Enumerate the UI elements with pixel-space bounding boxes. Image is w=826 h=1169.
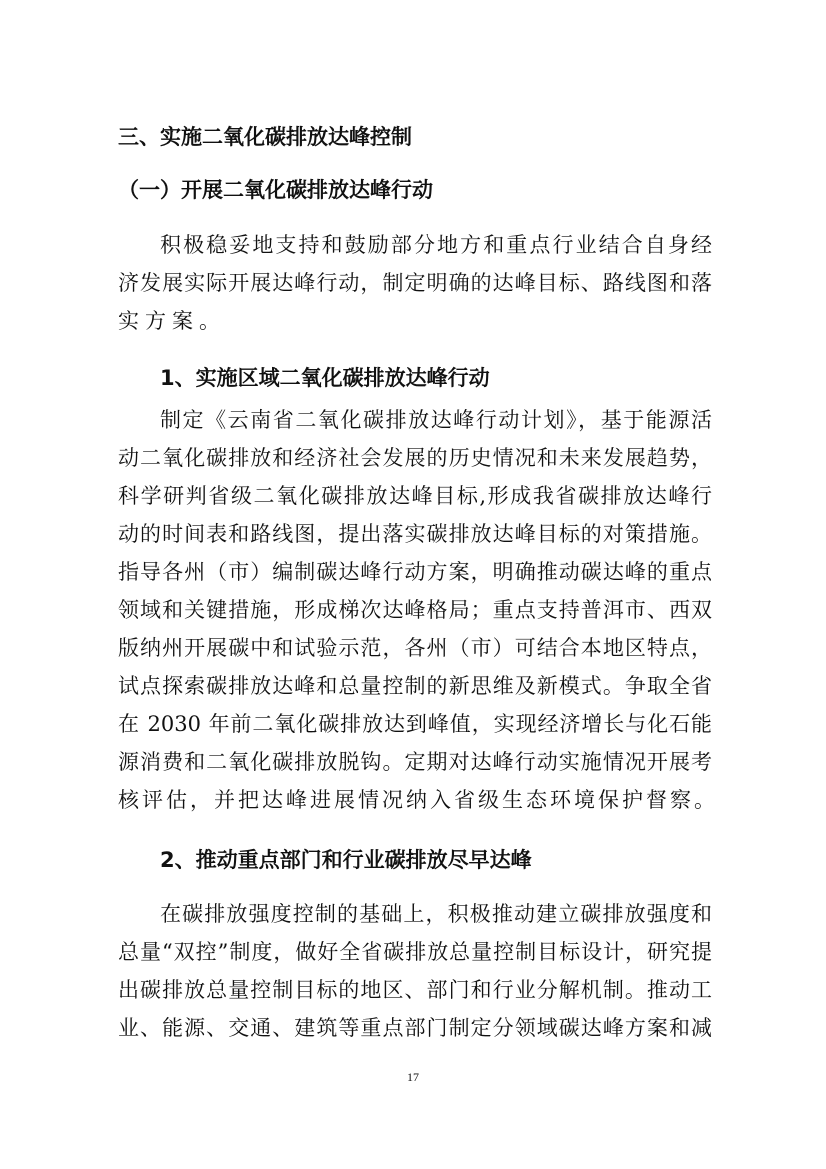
paragraph-line: 核评估，并把达峰进展情况纳入省级生态环境保护督察。: [118, 788, 718, 812]
section-title: 三、实施二氧化碳排放达峰控制: [118, 125, 412, 149]
paragraph-line: 在碳排放强度控制的基础上，积极推动建立碳排放强度和: [160, 902, 712, 926]
paragraph-line: 版纳州开展碳中和试验示范，各州（市）可结合本地区特点，: [118, 636, 712, 660]
paragraph-line: 总量“双控”制度，做好全省碳排放总量控制目标设计，研究提: [118, 940, 712, 964]
paragraph-line: 济发展实际开展达峰行动，制定明确的达峰目标、路线图和落: [118, 271, 712, 295]
heading-1: 1、实施区域二氧化碳排放达峰行动: [160, 366, 490, 390]
paragraph-line: 科学研判省级二氧化碳排放达峰目标,形成我省碳排放达峰行: [118, 484, 712, 508]
paragraph-line: 源消费和二氧化碳排放脱钩。定期对达峰行动实施情况开展考: [118, 750, 712, 774]
paragraph-line: 业、能源、交通、建筑等重点部门制定分领域碳达峰方案和减: [118, 1016, 712, 1040]
paragraph-line: 动二氧化碳排放和经济社会发展的历史情况和未来发展趋势，: [118, 446, 712, 470]
paragraph-line: 试点探索碳排放达峰和总量控制的新思维及新模式。争取全省: [118, 674, 712, 698]
paragraph-line: 指导各州（市）编制碳达峰行动方案，明确推动碳达峰的重点: [118, 560, 712, 584]
paragraph-line: 实方案。: [118, 309, 226, 333]
paragraph-line: 积极稳妥地支持和鼓励部分地方和重点行业结合自身经: [160, 233, 712, 257]
page-number: 17: [407, 1070, 419, 1084]
heading-2: 2、推动重点部门和行业碳排放尽早达峰: [160, 848, 532, 872]
subsection-title: （一）开展二氧化碳排放达峰行动: [118, 178, 433, 202]
paragraph-line: 出碳排放总量控制目标的地区、部门和行业分解机制。推动工: [118, 978, 712, 1002]
paragraph-line: 制定《云南省二氧化碳排放达峰行动计划》，基于能源活: [160, 408, 712, 432]
paragraph-line: 领域和关键措施，形成梯次达峰格局；重点支持普洱市、西双: [118, 598, 712, 622]
paragraph-line: 动的时间表和路线图，提出落实碳排放达峰目标的对策措施。: [118, 522, 712, 546]
paragraph-line: 在 2030 年前二氧化碳排放达到峰值，实现经济增长与化石能: [118, 712, 712, 736]
